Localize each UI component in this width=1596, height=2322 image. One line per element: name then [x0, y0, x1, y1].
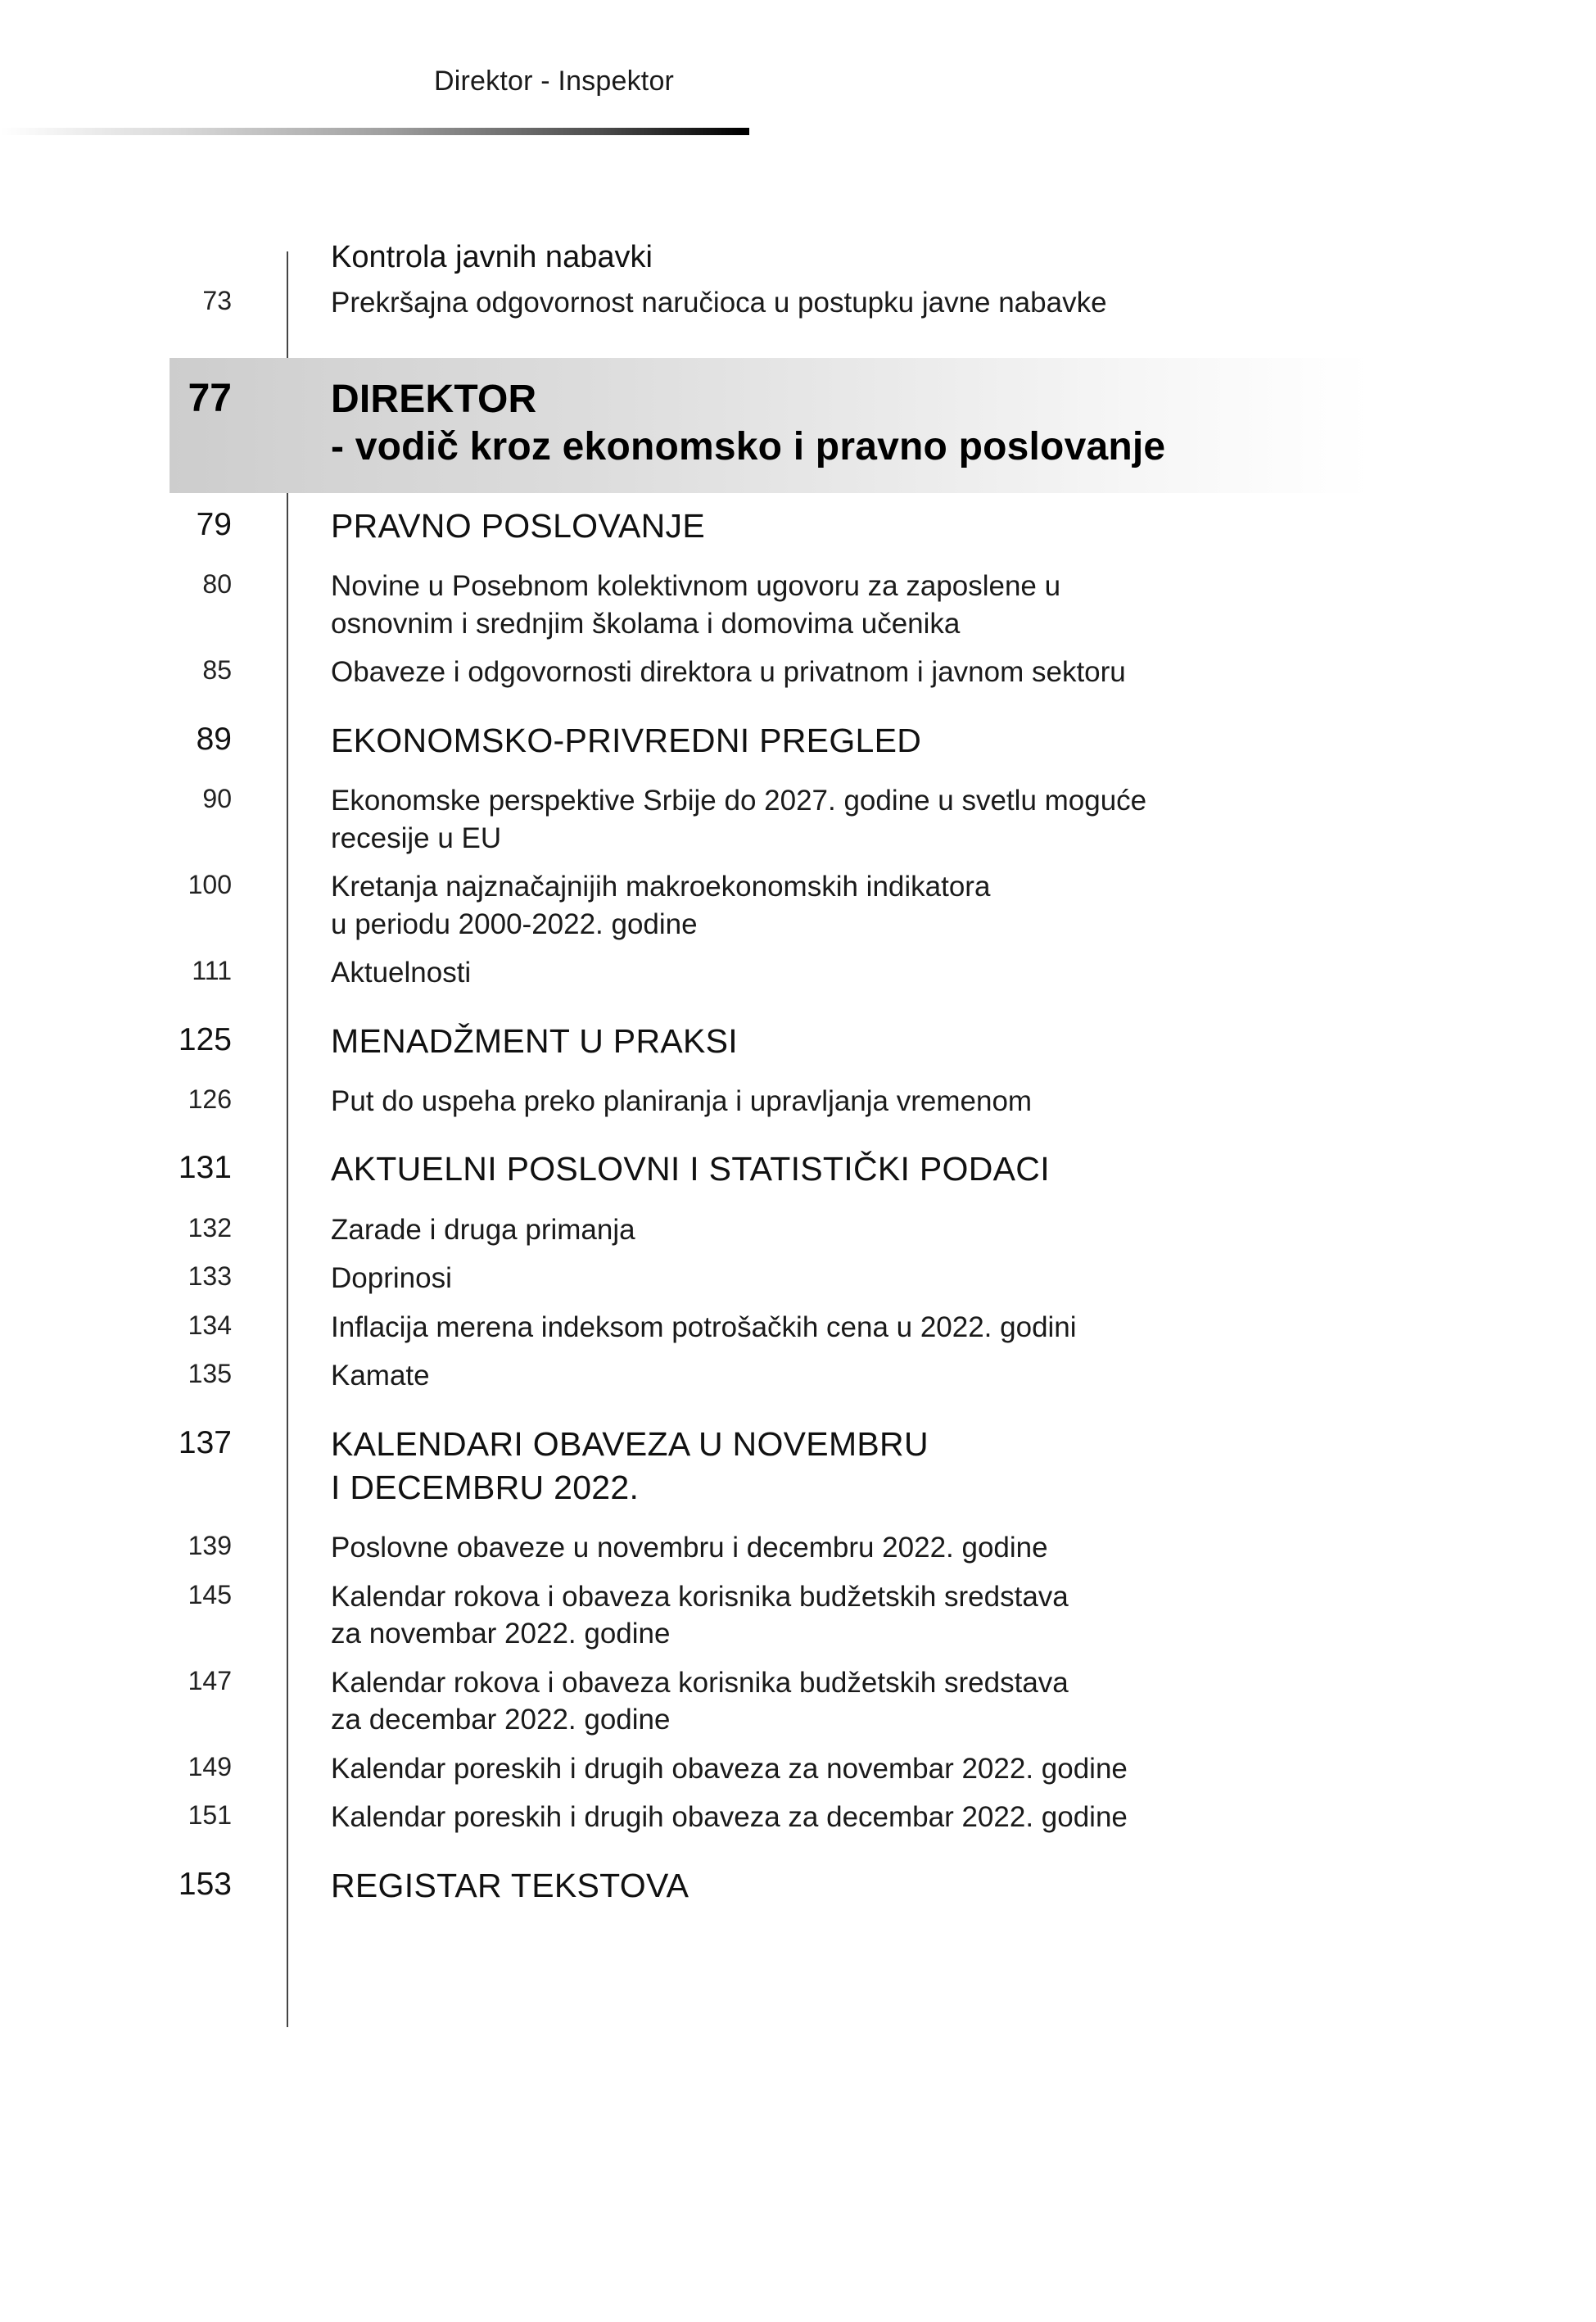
- toc-entry-title-line-2: u periodu 2000-2022. godine: [331, 908, 698, 940]
- toc-section-row[interactable]: [0, 719, 1596, 763]
- toc-entry-title-line-1: Aktuelnosti: [331, 957, 472, 989]
- item-gap: [0, 1248, 1596, 1260]
- toc-page-number: 85: [202, 655, 232, 686]
- toc-page-number: 135: [188, 1359, 232, 1389]
- toc-page-number: 90: [202, 784, 232, 814]
- row-gap: [0, 322, 1596, 328]
- item-gap: [0, 1787, 1596, 1799]
- toc-entry-title-line-1: Kalendar rokova i obaveza korisnika budžetskih sredstava: [331, 1580, 1069, 1613]
- toc-section-row[interactable]: [0, 1020, 1596, 1063]
- toc-entry-title: [232, 1750, 1596, 1788]
- toc-entry-title: [232, 1260, 1596, 1297]
- toc-section-title: [232, 1864, 1596, 1908]
- toc-pre-entries: [0, 238, 1596, 328]
- toc-entry-title: [232, 284, 1596, 322]
- toc-entry-row[interactable]: [0, 1083, 1596, 1120]
- toc-page-number: 139: [188, 1531, 232, 1561]
- toc-section-title-line-1: KALENDARI OBAVEZA U NOVEMBRU: [331, 1424, 929, 1463]
- toc-section-title-line-1: REGISTAR TEKSTOVA: [331, 1866, 689, 1904]
- toc-page-number: 147: [188, 1665, 232, 1695]
- section-items-gap: [0, 763, 1596, 782]
- toc-page-number: 100: [188, 870, 232, 900]
- toc-entry-title: [232, 1357, 1596, 1395]
- toc-section-title: [232, 1020, 1596, 1063]
- toc-entry-title-line-1: Inflacija merena indeksom potrošačkih cena u 2022. godini: [331, 1310, 1077, 1343]
- section-gap: [0, 1836, 1596, 1864]
- toc-entry-row[interactable]: [0, 1309, 1596, 1347]
- section-gap: [0, 1395, 1596, 1423]
- toc-section-page-number: 137: [178, 1424, 232, 1460]
- toc-entry-title: [232, 954, 1596, 992]
- toc-section-page-number: 153: [178, 1866, 232, 1902]
- toc-entry-row[interactable]: [0, 1357, 1596, 1395]
- item-gap: [0, 943, 1596, 954]
- toc-page-number: 80: [202, 569, 232, 600]
- toc-entry-row[interactable]: [0, 1664, 1596, 1739]
- toc-entry-title-line-1: Kamate: [331, 1360, 430, 1392]
- toc-entry-title-line-1: Put do uspeha preko planiranja i upravljanja vremenom: [331, 1084, 1033, 1117]
- toc-entry-title: [232, 568, 1596, 642]
- section-items-gap: [0, 1192, 1596, 1211]
- toc-section-page-number: 89: [196, 721, 232, 757]
- toc-entry-row[interactable]: [0, 868, 1596, 943]
- banner-title: [232, 376, 1596, 472]
- toc-section-title-line-2: I DECEMBRU 2022.: [331, 1468, 640, 1506]
- toc-page-number: 133: [188, 1261, 232, 1292]
- running-head-title: Direktor - Inspektor: [434, 66, 675, 97]
- toc-section-row[interactable]: [0, 1147, 1596, 1191]
- toc-subheading-row[interactable]: [0, 238, 1596, 278]
- toc-entry-title-line-1: Kalendar poreskih i drugih obaveza za decembar 2022. godine: [331, 1801, 1128, 1834]
- toc-entry-title: [232, 1309, 1596, 1347]
- toc-entry-row[interactable]: [0, 1578, 1596, 1653]
- toc-entry-title-line-2: osnovnim i srednjim školama i domovima učenika: [331, 607, 961, 640]
- section-gap: [0, 992, 1596, 1020]
- toc-entry-row[interactable]: [0, 568, 1596, 642]
- banner-page-number: 77: [188, 376, 232, 420]
- toc-entry-row[interactable]: [0, 1750, 1596, 1788]
- toc-entry-title: [232, 868, 1596, 943]
- section-items-gap: [0, 1063, 1596, 1083]
- toc-section-title: [232, 719, 1596, 763]
- toc-entry-title: [232, 1578, 1596, 1653]
- toc-section-row[interactable]: [0, 1864, 1596, 1908]
- toc-section-title-line-1: PRAVNO POSLOVANJE: [331, 506, 705, 545]
- toc-entry-title-line-1: Kalendar poreskih i drugih obaveza za novembar 2022. godine: [331, 1752, 1128, 1785]
- toc-entry-title-line-2: za decembar 2022. godine: [331, 1704, 671, 1736]
- toc-section-title-line-1: MENADŽMENT U PRAKSI: [331, 1021, 738, 1060]
- toc-entry-row[interactable]: [0, 1260, 1596, 1297]
- toc-entry-title-line-1: Obaveze i odgovornosti direktora u privatnom i javnom sektoru: [331, 656, 1126, 689]
- section-gap: [0, 1120, 1596, 1147]
- toc-section-page-number: 131: [178, 1150, 232, 1186]
- toc-highlight-banner[interactable]: [0, 358, 1596, 493]
- toc-entry-row[interactable]: [0, 782, 1596, 857]
- section-items-gap: [0, 548, 1596, 568]
- toc-page-number: 111: [192, 956, 232, 986]
- running-head: [0, 66, 1596, 115]
- banner-title-line-1: DIREKTOR: [331, 377, 537, 421]
- item-gap: [0, 642, 1596, 654]
- toc-section-title-line-1: AKTUELNI POSLOVNI I STATISTIČKI PODACI: [331, 1150, 1050, 1188]
- toc-page-number: 145: [188, 1579, 232, 1609]
- toc-entry-row[interactable]: [0, 1799, 1596, 1836]
- toc-entry-title: [232, 1664, 1596, 1739]
- toc-section-title: [232, 1423, 1596, 1510]
- toc-entry-title-line-1: Novine u Posebnom kolektivnom ugovoru za zaposlene u: [331, 570, 1061, 603]
- toc-entry-title: [232, 1799, 1596, 1836]
- toc-page-number: 149: [188, 1751, 232, 1781]
- toc-entry-title-line-1: Kalendar rokova i obaveza korisnika budžetskih sredstava: [331, 1666, 1069, 1699]
- toc-entry-title: [232, 1529, 1596, 1567]
- toc-entry-title-line-2: recesije u EU: [331, 822, 502, 854]
- toc-entry-title-line-1: Poslovne obaveze u novembru i decembru 2022. godine: [331, 1532, 1048, 1564]
- item-gap: [0, 1567, 1596, 1578]
- toc-entry-row[interactable]: [0, 1529, 1596, 1567]
- item-gap: [0, 1739, 1596, 1750]
- section-items-gap: [0, 1510, 1596, 1529]
- toc-sections: [0, 505, 1596, 1908]
- toc-page-number: 151: [188, 1800, 232, 1831]
- toc-page-number: 126: [188, 1084, 232, 1114]
- toc-page-number: 132: [188, 1212, 232, 1242]
- toc-section-title: [232, 1147, 1596, 1191]
- toc-entry-title: [232, 1211, 1596, 1249]
- toc-entry-title-line-2: za novembar 2022. godine: [331, 1618, 671, 1650]
- header-gradient-rule: [0, 128, 749, 135]
- item-gap: [0, 857, 1596, 868]
- toc-entry-title-line-1: Prekršajna odgovornost naručioca u postupku javne nabavke: [331, 287, 1107, 319]
- toc-entry-title-line-1: Zarade i druga primanja: [331, 1213, 635, 1246]
- toc-entry-row[interactable]: [0, 954, 1596, 992]
- toc-section-title: [232, 505, 1596, 548]
- toc-entry-title-line-1: Ekonomske perspektive Srbije do 2027. godine u svetlu moguće: [331, 785, 1147, 817]
- toc-entry-title: [232, 782, 1596, 857]
- toc-entry-title-line-1: Kontrola javnih nabavki: [331, 240, 653, 274]
- table-of-contents: [0, 238, 1596, 1908]
- toc-section-title-line-1: EKONOMSKO-PRIVREDNI PREGLED: [331, 721, 922, 759]
- toc-page-number: 134: [188, 1310, 232, 1340]
- toc-entry-row[interactable]: [0, 1211, 1596, 1249]
- item-gap: [0, 1653, 1596, 1664]
- toc-section-row[interactable]: [0, 1423, 1596, 1510]
- banner-title-line-2: - vodič kroz ekonomsko i pravno poslovanje: [331, 425, 1166, 469]
- section-gap: [0, 691, 1596, 719]
- item-gap: [0, 1346, 1596, 1357]
- toc-entry-title: [232, 238, 1596, 278]
- toc-entry-title: [232, 1083, 1596, 1120]
- toc-entry-row[interactable]: [0, 284, 1596, 322]
- item-gap: [0, 1297, 1596, 1309]
- toc-entry-title-line-1: Kretanja najznačajnijih makroekonomskih indikatora: [331, 871, 991, 903]
- toc-page-number: 73: [202, 286, 232, 316]
- toc-section-page-number: 79: [196, 506, 232, 542]
- toc-entry-row[interactable]: [0, 654, 1596, 691]
- toc-entry-title-line-1: Doprinosi: [331, 1262, 452, 1295]
- toc-entry-title: [232, 654, 1596, 691]
- toc-section-row[interactable]: [0, 505, 1596, 548]
- toc-section-page-number: 125: [178, 1021, 232, 1057]
- row-gap: [0, 278, 1596, 284]
